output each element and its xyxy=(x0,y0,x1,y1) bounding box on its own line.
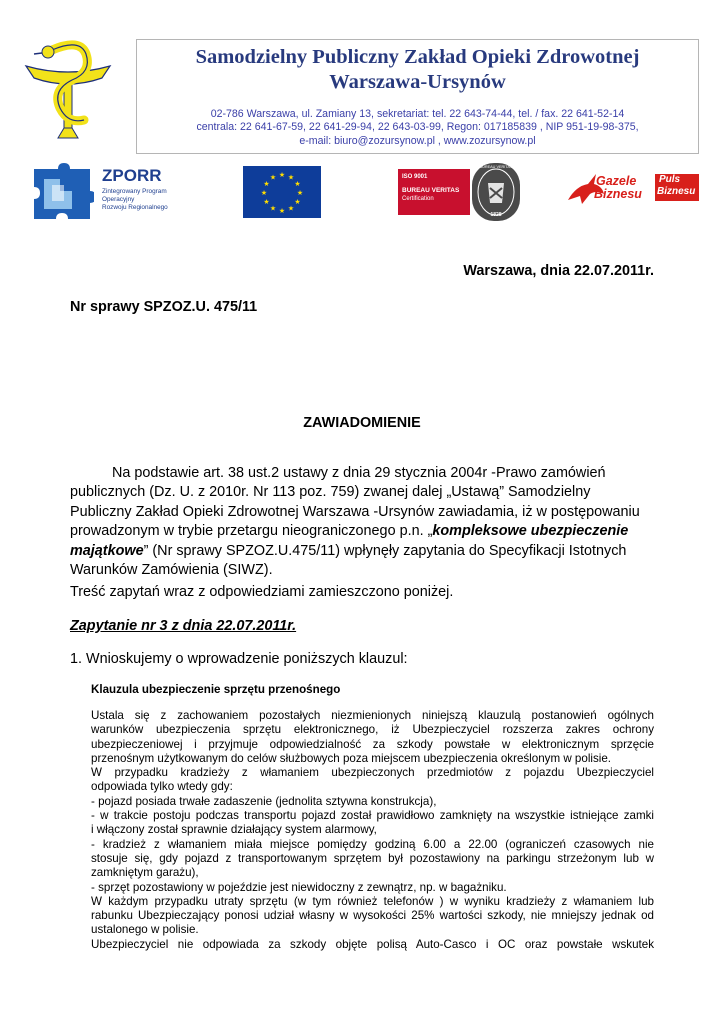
bv-iso: ISO 9001 xyxy=(402,174,428,180)
p1-line-4 xyxy=(70,522,654,541)
gazele-biznesu-logo xyxy=(566,172,702,208)
zporr-desc-2: Operacyjny xyxy=(102,196,135,203)
email-line: e-mail: biuro@zozursynow.pl , www.zozursynow.pl xyxy=(299,135,536,147)
clause-line: W przypadku kradzieży z włamaniem ubezpieczonych przedmiotów z pojazdu Ubezpieczyciel xyxy=(91,766,654,780)
svg-text:★: ★ xyxy=(278,171,286,179)
svg-text:★: ★ xyxy=(278,207,286,215)
item-1: 1. Wnioskujemy o wprowadzenie poniższych klauzul: xyxy=(70,651,408,667)
puls-biznesu-word: Biznesu xyxy=(657,186,696,197)
svg-text:★: ★ xyxy=(294,198,301,206)
clause-line: - kradzież z włamaniem miała miejsce pomiędzy godziną 6.00 a 22.00 (ograniczeń czasowych nie xyxy=(91,837,654,851)
bv-cert: Certification xyxy=(402,196,434,202)
p1-line-5-text: ” (Nr sprawy SPZOZ.U.475/11) wpłynęły zapytania do Specyfikacji Istotnych xyxy=(143,542,627,559)
clause-title: Klauzula ubezpieczenie sprzętu przenośnego xyxy=(91,683,341,696)
svg-text:★: ★ xyxy=(263,198,270,206)
clause-text xyxy=(91,709,654,952)
puzzle-icon xyxy=(32,163,94,221)
bv-seal xyxy=(472,163,520,221)
svg-text:★: ★ xyxy=(294,180,301,188)
svg-text:★: ★ xyxy=(287,173,295,182)
clause-line: ustalonego w polisie. xyxy=(91,923,199,937)
clause-line: - w trakcie postoju podczas transportu pojazd został prawidłowo zamknięty na wszystkie istniejące zamki xyxy=(91,809,654,823)
phones-line: centrala: 22 641-67-59, 22 641-29-94, 22 643-03-99, Regon: 017185839 , NIP 951-19-98-375, xyxy=(196,121,639,133)
p1-line-5 xyxy=(70,542,654,561)
puls-word: Puls xyxy=(659,174,681,185)
svg-text:★: ★ xyxy=(260,189,268,197)
p1-line-3: Publiczny Zakład Opieki Zdrowotnej Warszawa -Ursynów zawiadamia, iż w postępowaniu xyxy=(70,503,640,520)
p1-line-4-text: prowadzonym w trybie przetargu nieograniczonego p.n. „ xyxy=(70,523,433,540)
bureau-veritas-logo xyxy=(398,163,522,221)
clause-line: W każdym przypadku utraty sprzętu (w tym również telefonów ) w wyniku kradzieży z włamaniem lub xyxy=(91,894,654,908)
gazele-word: Gazele xyxy=(596,174,637,188)
svg-text:★: ★ xyxy=(263,180,270,188)
caduceus-logo xyxy=(22,38,114,148)
zporr-desc-3: Rozwoju Regionalnego xyxy=(102,204,168,211)
bv-seal-year: 1828 xyxy=(490,212,502,218)
clause-line: zamkniętym garażu), xyxy=(91,866,199,880)
clause-line: - pojazd posiada trwałe zadaszenie (jednolita sztywna konstrukcja), xyxy=(91,794,437,808)
zporr-logo xyxy=(32,163,182,221)
question-heading: Zapytanie nr 3 z dnia 22.07.2011r. xyxy=(70,618,297,634)
eu-flag xyxy=(243,166,321,218)
clause-line: przenośnym użytkowanym do celów służbowych poza miejscem ubezpieczenia określonym w polisie. xyxy=(91,751,612,765)
clause-line: odpowiada tylko wtedy gdy: xyxy=(91,780,233,794)
case-number: Nr sprawy SPZOZ.U. 475/11 xyxy=(70,299,258,315)
zporr-desc-1: Zintegrowany Program xyxy=(102,188,167,195)
clause-line: Ubezpieczyciel nie odpowiada za szkody objęte polisą Auto-Casco i OC oraz powstałe wskutek xyxy=(91,937,654,951)
institution-name: Samodzielny Publiczny Zakład Opieki Zdrowotnej xyxy=(195,46,640,68)
zporr-name: ZPORR xyxy=(102,166,162,185)
bv-name: BUREAU VERITAS xyxy=(402,187,460,194)
puls-badge xyxy=(655,174,699,201)
paragraph-2: Treść zapytań wraz z odpowiedziami zamieszczono poniżej. xyxy=(70,584,454,600)
p1-line-6: Warunków Zamówienia (SIWZ). xyxy=(70,562,273,579)
address-line: 02-786 Warszawa, ul. Zamiany 13, sekretariat: tel. 22 643-74-44, tel. / fax. 22 641-52-14 xyxy=(210,108,625,120)
clause-line: ubezpieczeniowej i przyjmuje odpowiedzialność za szkody powstałe w elektronicznym sprzęcie xyxy=(91,737,654,751)
paragraph-1 xyxy=(70,464,654,580)
p1-line-1: Na podstawie art. 38 ust.2 ustawy z dnia 29 stycznia 2004r -Prawo zamówień xyxy=(112,465,606,481)
biznesu-word: Biznesu xyxy=(594,187,642,201)
document-heading: ZAWIADOMIENIE xyxy=(303,415,421,431)
p1-line-2: publicznych (Dz. U. z 2010r. Nr 113 poz. 759) zwanej dalej „Ustawą” Samodzielny xyxy=(70,484,591,501)
subject-emphasis-2: majątkowe xyxy=(70,542,144,559)
svg-text:★: ★ xyxy=(269,204,277,213)
svg-text:★: ★ xyxy=(296,189,304,197)
svg-text:★: ★ xyxy=(269,173,277,182)
date-line: Warszawa, dnia 22.07.2011r. xyxy=(463,263,654,279)
clause-line: - sprzęt pozostawiony w pojeździe jest niewidoczny z zewnątrz, np. w bagażniku. xyxy=(91,880,507,894)
bowl-of-hygieia-icon xyxy=(22,38,114,148)
subject-emphasis: kompleksowe ubezpieczenie xyxy=(432,523,629,540)
clause-line: stosuje się, gdy pojazd z transportowanym sprzętem był pozostawiony na parkingu strzeżonym lub w xyxy=(91,851,654,865)
institution-location: Warszawa-Ursynów xyxy=(329,71,506,93)
clause-line: rabunku Ubezpieczający ponosi udział własny w wysokości 25% wartości szkody, nie mniejszy jednak od xyxy=(91,909,654,923)
clause-line: i włączony został sprawnie działający system alarmowy, xyxy=(91,823,377,837)
clause-line: warunków ubezpieczenia sprzętu elektronicznego, iż Ubezpieczyciel rozszerza zakres ochrony xyxy=(91,723,654,737)
bv-seal-top: BUREAU VERITAS xyxy=(479,165,513,169)
svg-text:★: ★ xyxy=(287,204,295,213)
eu-flag-icon xyxy=(243,166,321,218)
clause-line: Ustala się z zachowaniem pozostałych niezmienionych niniejszą klauzulą postanowień ogólnych xyxy=(91,709,654,722)
